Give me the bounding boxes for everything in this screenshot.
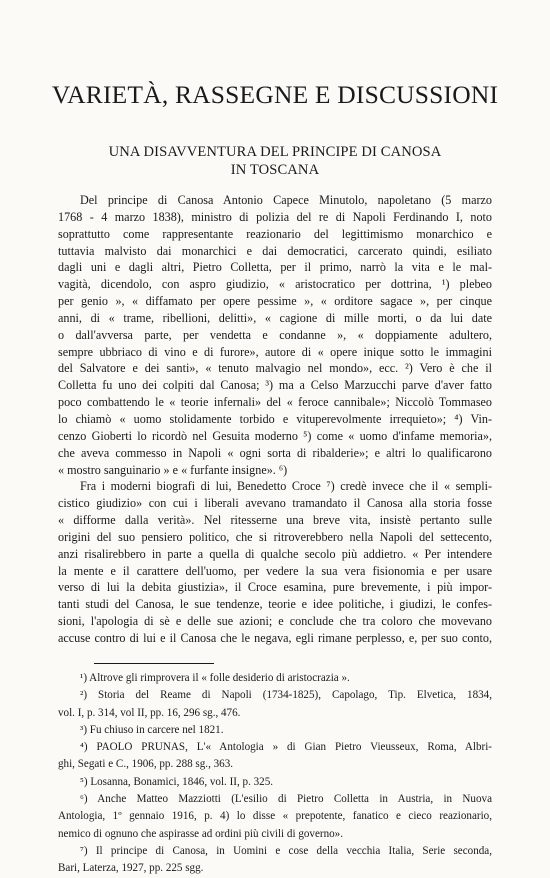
footnote-line: ⁷) Il principe di Canosa, in Uomini e cose della vecchia Italia, Serie seconda,	[80, 844, 492, 857]
footnote-line: nemico di ognuno che aspirasse ad ordini più civili di governo».	[58, 827, 343, 840]
body-line: cistico giudizio» con cui i liberali avevano tramandato il Canosa alla storia fosse	[58, 496, 492, 511]
body-line: « mostro sanguinario » e « furfante insigne». ⁶)	[58, 462, 288, 477]
body-line: vagità, dicendolo, con aspro giudizio, « aristocratico per dottrina, ¹) plebeo	[58, 277, 492, 292]
body-text	[58, 192, 492, 647]
body-line: soprattutto come rappresentante reazionario del legittimismo monarchico e	[58, 226, 492, 241]
footnote-line: ³) Fu chiuso in carcere nel 1821.	[80, 723, 224, 736]
body-line: anzi risalirebbero in parte a quella di qualche secolo più addietro. « Per intendere	[58, 546, 492, 561]
body-line: per genio », « diffamato per opere pessime », « orditore sagace », per cinque	[58, 294, 492, 309]
body-line: o dall'avversa parte, per vendetta e condanne », « doppiamente adultero,	[58, 327, 492, 342]
article-title-line: UNA DISAVVENTURA DEL PRINCIPE DI CANOSA	[108, 144, 442, 160]
body-line: la mente e il carattere dell'uomo, per vedere la sua vera fisionomia e per usare	[58, 563, 492, 578]
body-line: Fra i moderni biografi di lui, Benedetto Croce ⁷) credè invece che il « sempli-	[80, 479, 492, 494]
body-line: sioni, l'apologia di sè e delle sue azioni; e conclude che tra coloro che movevano	[58, 614, 492, 629]
footnote-divider	[94, 663, 214, 664]
body-line: tanti studi del Canosa, le sue tendenze, teorie e idee politiche, i giudizi, le confes-	[58, 597, 492, 612]
body-line: che aveva commesso in Napoli « ogni sorta di ribalderie»; e altri lo qualificarono	[58, 445, 492, 460]
body-line: verso di lui la debita giustizia», il Croce esamina, pure brevemente, i più impor-	[58, 580, 492, 595]
body-line: anni, di « trame, ribellioni, delitti», « cagione di mille morti, o da lui date	[58, 310, 492, 325]
footnotes	[58, 670, 492, 878]
body-line: accuse contro di lui e il Canosa che le negava, egli rimane perplesso, e, per suo conto,	[58, 630, 492, 645]
footnote-line: vol. I, p. 314, vol II, pp. 16, 296 sg., 476.	[58, 706, 241, 719]
body-line: origini del suo pensiero politico, che si ritroverebbero nella Napoli del settecento,	[58, 529, 492, 544]
body-line: del Salvatore e dei santi», « tenuto malvagio nel mondo», ecc. ²) Vero è che il	[58, 361, 492, 376]
footnote-line: ²) Storia del Reame di Napoli (1734-1825), Capolago, Tip. Elvetica, 1834,	[80, 689, 492, 702]
footnote-line: Antologia, 1º gennaio 1916, p. 4) lo disse « prepotente, fanatico e cieco reazionario,	[58, 810, 492, 823]
body-line: Del principe di Canosa Antonio Capece Minutolo, napoletano (5 marzo	[80, 193, 492, 207]
body-line: tuttavia malvisto dai monarchici e dai democratici, carcerato quindi, esiliato	[58, 243, 492, 258]
footnote-line: ⁵) Losanna, Bonamici, 1846, vol. II, p. 325.	[80, 775, 274, 788]
body-line: poco combattendo le « teorie infernali» del « feroce cannibale»; Niccolò Tommaseo	[58, 395, 492, 410]
section-title: VARIETÀ, RASSEGNE E DISCUSSIONI	[51, 80, 499, 109]
article-title-line: IN TOSCANA	[230, 162, 320, 178]
footnote-line: ghi, Segati e C., 1906, pp. 288 sg., 363.	[58, 758, 234, 771]
body-line: lo chiamò « uomo stolidamente torbido e vituperevolmente irrequieto»; ⁴) Vin-	[58, 411, 492, 426]
body-line: Colletta fu uno dei colpiti dal Canosa; ³) ma a Celso Marzucchi parve d'aver fatto	[58, 378, 492, 393]
footnote-line: ¹) Altrove gli rimprovera il « folle desiderio di aristocrazia ».	[80, 672, 350, 684]
body-line: « difforme dalla verità». Nel ritesserne una breve vita, insistè pertanto sulle	[58, 513, 492, 528]
body-line: sempre ubbriaco di vino e di furore», autore di « opere inique sotto le immagini	[58, 344, 492, 359]
footnote-line: ⁴) PAOLO PRUNAS, L'« Antologia » di Gian Pietro Vieusseux, Roma, Albri-	[80, 741, 492, 754]
body-line: cenzo Gioberti lo ricordò nel Gesuita moderno ⁵) come « uomo d'infame memoria»,	[58, 428, 492, 443]
body-line: dagli uni e dagli altri, Pietro Colletta, per il primo, narrò la vita e le mal-	[58, 260, 492, 275]
footnote-line: Bari, Laterza, 1927, pp. 225 sgg.	[58, 862, 204, 875]
footnote-line: ⁶) Anche Matteo Mazziotti (L'esilio di Pietro Colletta in Austria, in Nuova	[80, 793, 492, 806]
article-title	[40, 143, 510, 179]
body-line: 1768 - 4 marzo 1838), ministro di polizia del re di Napoli Ferdinando I, noto	[58, 209, 492, 224]
